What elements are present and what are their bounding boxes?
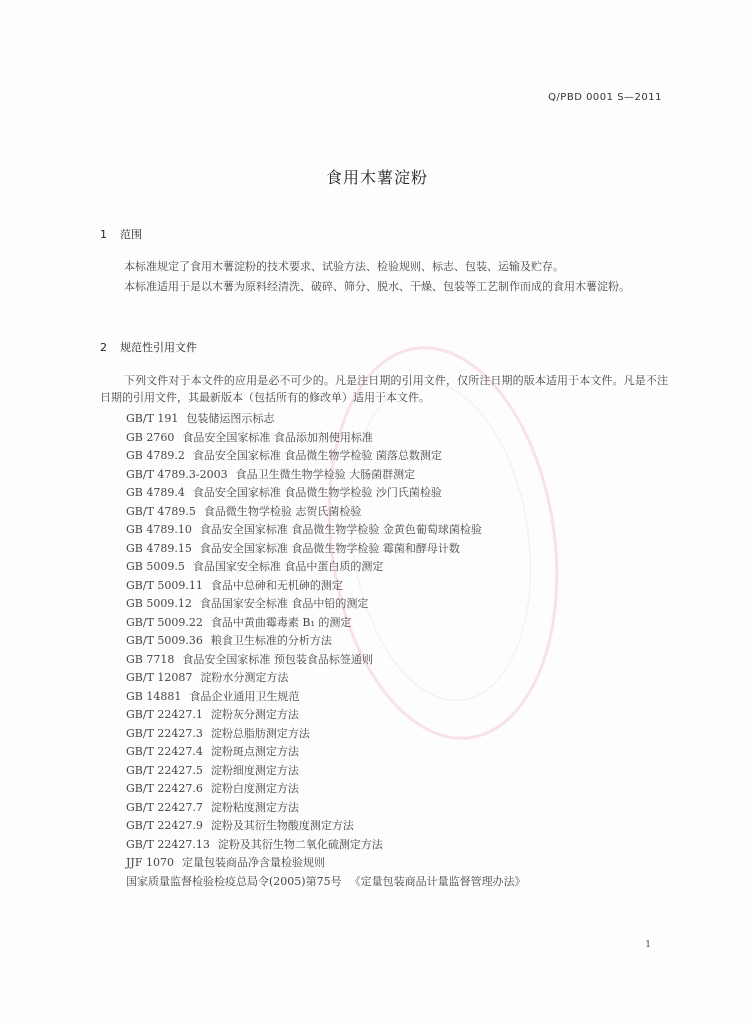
- reference-title: 淀粉及其衍生物二氧化硫测定方法: [217, 837, 383, 851]
- section-number: 2: [100, 341, 107, 354]
- reference-code: GB/T 4789.3-2003: [126, 467, 228, 481]
- reference-item: [126, 854, 526, 873]
- reference-item: [126, 558, 526, 577]
- reference-title: 食品卫生微生物学检验 大肠菌群测定: [235, 467, 416, 481]
- reference-item: [126, 484, 526, 503]
- reference-title: 食品中总砷和无机砷的测定: [210, 578, 343, 592]
- reference-code: GB/T 22427.3: [126, 726, 203, 740]
- reference-title: 包装储运图示标志: [186, 412, 275, 425]
- reference-title: 食品安全国家标准 食品微生物学检验 金黄色葡萄球菌检验: [199, 523, 482, 536]
- section-title: 规范性引用文件: [120, 341, 197, 354]
- reference-title: 食品安全国家标准 预包装食品标签通则: [182, 652, 373, 666]
- reference-title: 淀粉粘度测定方法: [210, 800, 299, 814]
- reference-code: GB/T 5009.36: [126, 634, 203, 647]
- reference-item: [126, 799, 526, 818]
- scope-paragraph-1: 本标准规定了食用木薯淀粉的技术要求、试验方法、检验规则、标志、包装、运输及贮存。: [124, 260, 564, 273]
- reference-title: 食品中黄曲霉毒素 B₁ 的测定: [210, 615, 352, 629]
- reference-code: GB/T 22427.6: [126, 782, 203, 795]
- reference-code: GB/T 12087: [126, 671, 193, 684]
- section-number: 1: [100, 228, 107, 241]
- reference-item: [126, 688, 526, 707]
- reference-item: [126, 595, 526, 614]
- document-title: 食用木薯淀粉: [325, 168, 428, 187]
- reference-item: [126, 503, 526, 522]
- reference-code: GB/T 22427.7: [126, 800, 203, 814]
- reference-item: [126, 410, 526, 429]
- reference-title: 食品微生物学检验 志贺氏菌检验: [203, 504, 362, 518]
- reference-code: GB/T 22427.1: [126, 708, 203, 721]
- reference-title: 淀粉细度测定方法: [210, 763, 299, 777]
- reference-item: [126, 632, 526, 651]
- reference-title: 淀粉白度测定方法: [210, 782, 299, 795]
- reference-title: 食品安全国家标准 食品微生物学检验 菌落总数测定: [192, 449, 442, 462]
- reference-code: GB 5009.5: [126, 560, 185, 573]
- reference-code: GB/T 22427.13: [126, 837, 210, 851]
- reference-code: GB 2760: [126, 430, 175, 444]
- reference-item: [126, 706, 526, 725]
- reference-title: 食品安全国家标准 食品微生物学检验 霉菌和酵母计数: [199, 541, 460, 555]
- reference-item: [126, 429, 526, 448]
- reference-item: [126, 466, 526, 485]
- reference-item: [126, 780, 526, 799]
- reference-code: GB 7718: [126, 652, 175, 666]
- reference-code: GB/T 22427.9: [126, 819, 203, 832]
- reference-title: 食品安全国家标准 食品微生物学检验 沙门氏菌检验: [192, 486, 442, 499]
- reference-code: GB 14881: [126, 689, 182, 703]
- reference-title: 食品安全国家标准 食品添加剂使用标准: [182, 430, 373, 444]
- reference-code: GB/T 22427.4: [126, 745, 203, 758]
- reference-title: 淀粉及其衍生物酸度测定方法: [210, 819, 354, 832]
- reference-list: [126, 410, 526, 891]
- reference-item: [126, 447, 526, 466]
- reference-item: [126, 873, 526, 892]
- reference-title: 淀粉水分测定方法: [200, 671, 289, 684]
- reference-code: GB 5009.12: [126, 597, 192, 610]
- reference-item: [126, 577, 526, 596]
- reference-item: [126, 743, 526, 762]
- reference-code: GB/T 5009.22: [126, 615, 203, 629]
- scope-paragraph-2: 本标准适用于是以木薯为原料经清洗、破碎、筛分、脱水、干燥、包装等工艺制作而成的食用木薯淀粉。: [124, 280, 630, 293]
- reference-item: [126, 521, 526, 540]
- section-title: 范围: [120, 228, 142, 241]
- reference-item: [126, 614, 526, 633]
- reference-code: GB 4789.4: [126, 486, 185, 499]
- reference-title: 食品企业通用卫生规范: [189, 689, 300, 703]
- section-heading-scope: [100, 226, 142, 242]
- reference-item: [126, 725, 526, 744]
- reference-code: GB 4789.15: [126, 541, 192, 555]
- reference-code: GB/T 191: [126, 412, 179, 425]
- reference-code: JJF 1070: [126, 856, 174, 869]
- reference-title: 粮食卫生标准的分析方法: [210, 634, 332, 647]
- reference-code: GB/T 5009.11: [126, 578, 203, 592]
- reference-title: 淀粉灰分测定方法: [210, 708, 299, 721]
- section-heading-normative-references: [100, 339, 197, 355]
- reference-title: 淀粉总脂肪测定方法: [210, 726, 310, 740]
- reference-title: 食品国家安全标准 食品中铅的测定: [199, 597, 369, 610]
- reference-item: [126, 540, 526, 559]
- reference-code: GB/T 22427.5: [126, 763, 203, 777]
- reference-item: [126, 669, 526, 688]
- reference-code: 国家质量监督检验检疫总局令(2005)第75号: [126, 874, 342, 888]
- reference-item: [126, 651, 526, 670]
- references-intro-paragraph: 下列文件对于本文件的应用是必不可少的。凡是注日期的引用文件，仅所注日期的版本适用于本文件。凡是不注日期的引用文件，其最新版本（包括所有的修改单）适用于本文件。: [100, 374, 668, 404]
- page-number: 1: [645, 940, 651, 950]
- reference-title: 淀粉斑点测定方法: [210, 745, 299, 758]
- reference-item: [126, 836, 526, 855]
- reference-item: [126, 762, 526, 781]
- reference-item: [126, 817, 526, 836]
- reference-title: 定量包装商品净含量检验规则: [181, 856, 325, 869]
- reference-code: GB 4789.10: [126, 523, 192, 536]
- standard-code: Q/PBD 0001 S—2011: [548, 92, 662, 103]
- reference-title: 食品国家安全标准 食品中蛋白质的测定: [192, 560, 384, 573]
- reference-title: 《定量包装商品计量监督管理办法》: [349, 874, 526, 888]
- reference-code: GB/T 4789.5: [126, 504, 196, 518]
- reference-code: GB 4789.2: [126, 449, 185, 462]
